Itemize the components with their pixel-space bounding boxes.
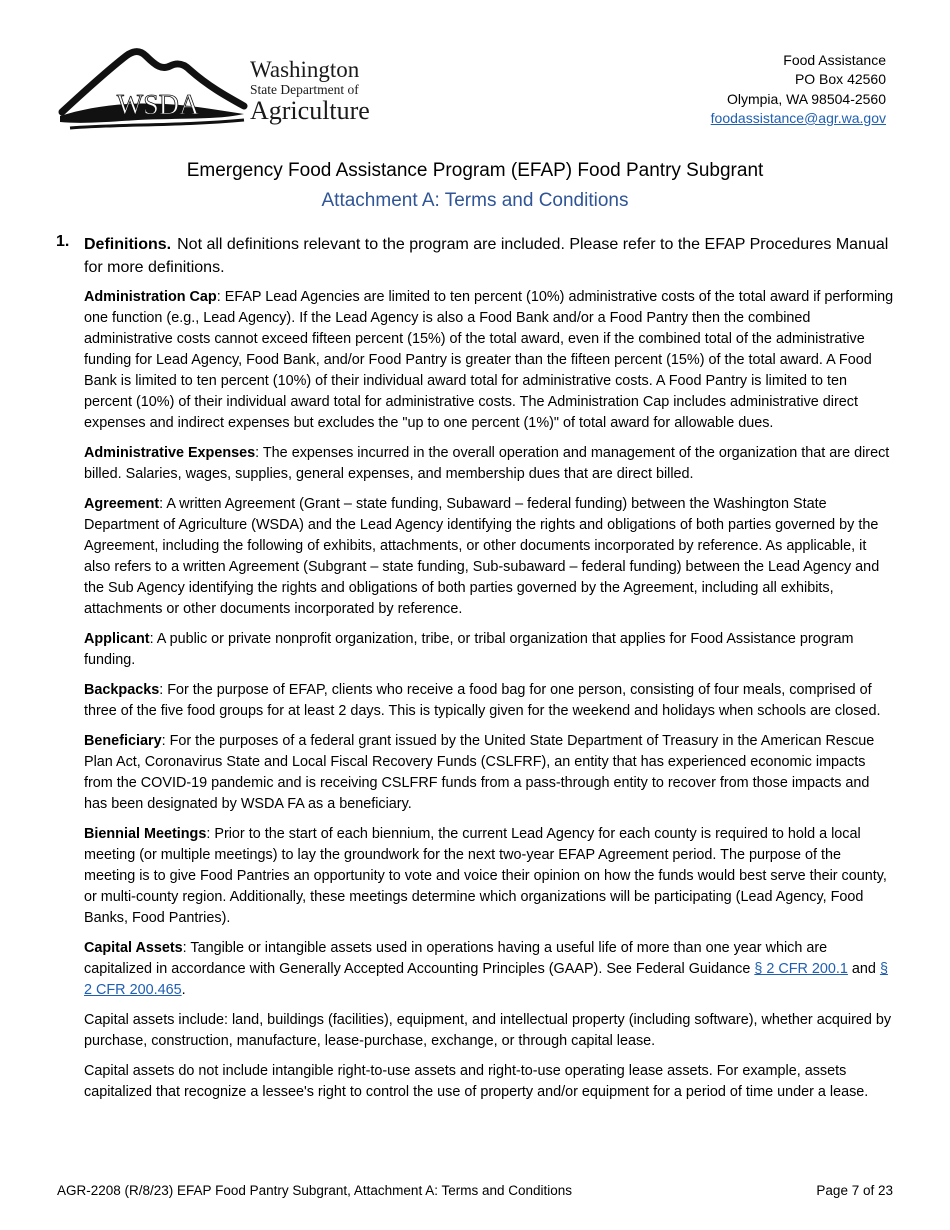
definition-beneficiary xyxy=(84,731,896,815)
cfr-200-1-link[interactable]: § 2 CFR 200.1 xyxy=(754,961,848,977)
definition-text: : Prior to the start of each biennium, the current Lead Agency for each county is required to hold a local meeting (or multiple meetings) to lay the groundwork for the next two-year EFAP Agreement period. The purpose of the meeting is to give Food Pantries an opportunity to vote and voice their opinion on how the funds would best serve their county, or multi-county region. Additionally, these meetings determine which organizations will be participating (Lead Agency, Food Banks, Food Pantries). xyxy=(84,826,887,926)
term-label: Biennial Meetings xyxy=(84,826,207,842)
definition-biennial-meetings xyxy=(84,824,896,929)
definitions-section xyxy=(56,233,896,1112)
logo-state-dept: State Department of xyxy=(250,82,359,97)
section-heading-label: Definitions. xyxy=(84,236,172,253)
logo-badge-text: WSDA xyxy=(116,90,200,121)
definition-backpacks xyxy=(84,680,896,722)
footer-page-number: Page 7 of 23 xyxy=(816,1183,893,1198)
document-title: Emergency Food Assistance Program (EFAP) Food Pantry Subgrant xyxy=(186,160,764,181)
mountain-logo-icon xyxy=(58,48,248,132)
term-label: Beneficiary xyxy=(84,733,162,749)
definition-text: : A public or private nonprofit organization, tribe, or tribal organization that applies for Food Assistance program funding. xyxy=(84,631,854,668)
email-link[interactable]: foodassistance@agr.wa.gov xyxy=(710,109,886,126)
term-label: Applicant xyxy=(84,631,150,647)
definition-administrative-expenses xyxy=(84,443,896,485)
definition-text: : Tangible or intangible assets used in operations having a useful life of more than one year which are capitalized in accordance with Generally Accepted Accounting Principles (GAAP). See Federal Guidance xyxy=(84,940,828,977)
logo-agriculture: Agriculture xyxy=(250,96,370,125)
address-line1: Food Assistance xyxy=(783,52,886,68)
cfr-200-465-link[interactable]: § 2 CFR 200.465 xyxy=(84,961,888,998)
and-text: and xyxy=(847,961,880,977)
address-block xyxy=(711,51,886,128)
document-subtitle: Attachment A: Terms and Conditions xyxy=(321,190,629,211)
capital-assets-include: Capital assets include: land, buildings (facilities), equipment, and intellectual property (including software), whether acquired by purchase, construction, manufacture, lease-purchase, exchange, or through capital lease. xyxy=(84,1012,892,1049)
section-intro: Not all definitions relevant to the program are included. Please refer to the EFAP Procedures Manual for more definitions. xyxy=(84,236,889,276)
term-label: Capital Assets xyxy=(84,940,183,956)
section-number: 1. xyxy=(56,233,70,250)
definition-text: : A written Agreement (Grant – state funding, Subaward – federal funding) between the Washington State Department of Agriculture (WSDA) and the Lead Agency identifying the rights and obligations of both parties governed by the Agreement, including the following of exhibits, attachments, or other documents incorporated by reference. As applicable, it also refers to a written Agreement (Subgrant – state funding, Sub-subaward – federal funding) between the Lead Agency and the Sub Agency identifying the rights and obligations of both parties governed by the Agreement, including all exhibits, attachments or other documents incorporated by reference. xyxy=(84,496,880,617)
definition-text: : EFAP Lead Agencies are limited to ten percent (10%) administrative costs of the total award if performing one function (e.g., Lead Agency). If the Lead Agency is also a Food Bank and/or a Food Pantry then the combined administrative costs cannot exceed fifteen percent (15%) of the total award, even if the combined total of the administrative funding for Lead Agency, Food Bank, and/or Food Pantry is greater than the fifteen percent (15%) of the total award. A Food Bank is limited to ten percent (10%) of their individual award total for administrative costs. A Food Pantry is limited to ten percent (10%) of their individual award total for administrative costs. The Administration Cap includes administrative direct expenses and indirect expenses but excludes the "up to one percent (1%)" of total award for allowable dues. xyxy=(84,289,894,431)
period-text: . xyxy=(181,982,186,998)
term-label: Administration Cap xyxy=(84,289,217,305)
wsda-logo xyxy=(58,48,378,132)
definition-text: : For the purpose of EFAP, clients who receive a food bag for one person, consisting of four meals, comprised of three of the five food groups for at least 2 days. This is typically given for the weekend and holidays when schools are closed. xyxy=(84,682,881,719)
definition-text: : For the purposes of a federal grant issued by the United State Department of Treasury in the American Rescue Plan Act, Coronavirus State and Local Fiscal Recovery Funds (CSLFRF), an entity that has experienced economic impacts from the COVID-19 pandemic and is receiving CSLFRF funds from a pass-through entity to recover from those impacts and has been designated by WSDA FA as a beneficiary. xyxy=(84,733,875,812)
term-label: Agreement xyxy=(84,496,160,512)
definition-applicant xyxy=(84,629,896,671)
footer-form-id: AGR-2208 (R/8/23) EFAP Food Pantry Subgrant, Attachment A: Terms and Conditions xyxy=(57,1183,573,1198)
capital-assets-exclude: Capital assets do not include intangible right-to-use assets and right-to-use operating lease assets. For example, assets capitalized that recognize a lessee's right to control the use of property and/or equipment for a period of time under a lease. xyxy=(84,1063,869,1100)
definition-administration-cap xyxy=(84,287,896,434)
term-label: Administrative Expenses xyxy=(84,445,256,461)
definition-agreement xyxy=(84,494,896,620)
section-heading xyxy=(84,233,896,279)
logo-washington: Washington xyxy=(250,57,360,82)
definition-text: : The expenses incurred in the overall operation and management of the organization that are direct billed. Salaries, wages, supplies, general expenses, and membership dues that are direct billed. xyxy=(84,445,890,482)
address-line3: Olympia, WA 98504-2560 xyxy=(726,90,886,107)
definition-capital-assets xyxy=(84,938,896,1001)
address-line2: PO Box 42560 xyxy=(794,71,886,88)
term-label: Backpacks xyxy=(84,682,160,698)
